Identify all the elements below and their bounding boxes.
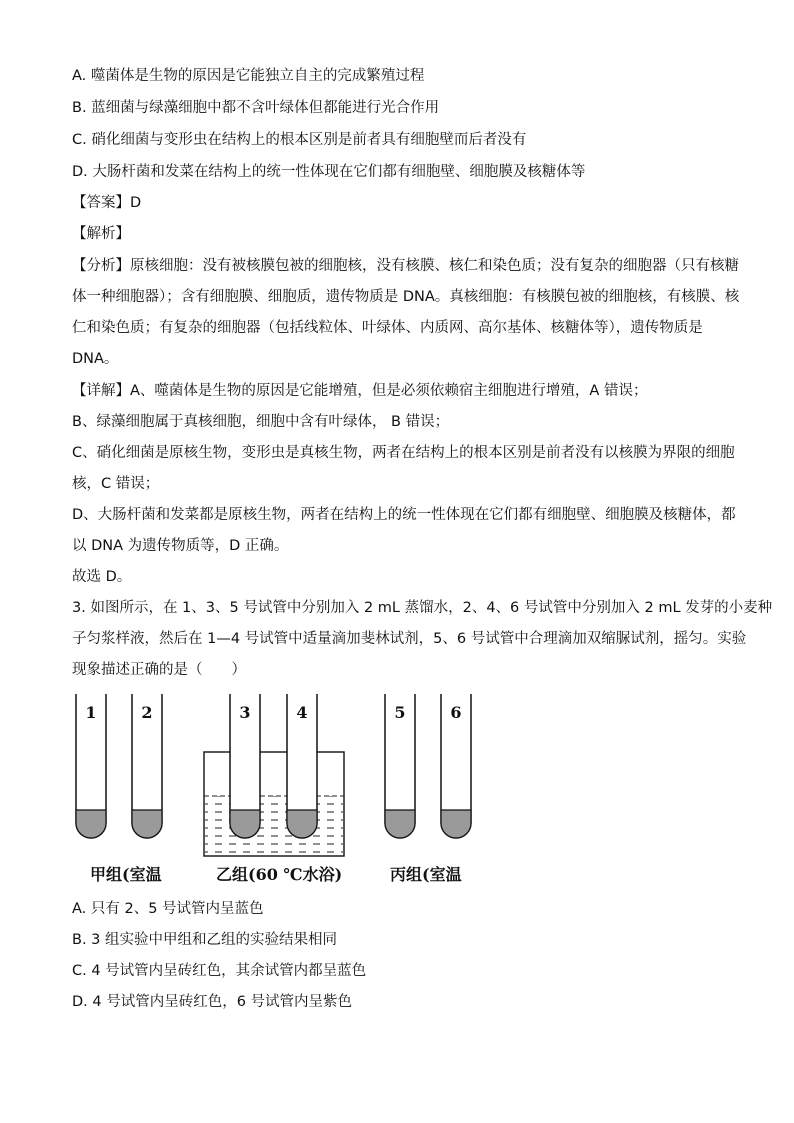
question-line: 子匀浆样液，然后在 1—4 号试管中适量滴加斐林试剂，5、6 号试管中合理滴加双缩脲试剂，摇匀。实验	[72, 631, 747, 647]
question-line: 现象描述正确的是（ ）	[72, 662, 246, 678]
group-caption-yi: 乙组(60 ℃水浴)	[216, 865, 343, 884]
prev-option-a: A. 噬菌体是生物的原因是它能独立自主的完成繁殖过程	[72, 68, 425, 84]
test-tube-diagram	[60, 688, 500, 888]
prev-option-b: B. 蓝细菌与绿藻细胞中都不含叶绿体但都能进行光合作用	[72, 100, 440, 116]
water-bath	[204, 752, 344, 856]
tube-number: 4	[296, 703, 308, 722]
analysis-line: DNA。	[72, 351, 119, 367]
detail-line: 以 DNA 为遗传物质等，D 正确。	[72, 538, 289, 554]
conclusion-line: 故选 D。	[72, 569, 132, 585]
prev-option-d: D. 大肠杆菌和发菜在结构上的统一性体现在它们都有细胞壁、细胞膜及核糖体等	[72, 164, 586, 180]
group-caption-bing: 丙组(室温	[390, 865, 462, 884]
analysis-line: 【分析】原核细胞：没有被核膜包被的细胞核，没有核膜、核仁和染色质；没有复杂的细胞器（只有核糖	[72, 258, 739, 274]
option-b: B. 3 组实验中甲组和乙组的实验结果相同	[72, 932, 337, 948]
tube-number: 1	[85, 703, 97, 722]
option-a: A. 只有 2、5 号试管内呈蓝色	[72, 901, 264, 917]
group-caption-jia: 甲组(室温	[90, 865, 162, 884]
answer-line: 【答案】D	[72, 195, 142, 211]
analysis-line: 体一种细胞器）；含有细胞膜、细胞质，遗传物质是 DNA。真核细胞：有核膜包被的细胞核，有核膜、核	[72, 289, 740, 305]
option-d: D. 4 号试管内呈砖红色，6 号试管内呈紫色	[72, 994, 353, 1010]
detail-line: 【详解】A、噬菌体是生物的原因是它能增殖，但是必须依赖宿主细胞进行增殖，A 错误；	[72, 383, 648, 399]
prev-option-c: C. 硝化细菌与变形虫在结构上的根本区别是前者具有细胞壁而后者没有	[72, 132, 527, 148]
detail-line: D、大肠杆菌和发菜都是原核生物，两者在结构上的统一性体现在它们都有细胞壁、细胞膜及核糖体，都	[72, 507, 736, 523]
option-c: C. 4 号试管内呈砖红色，其余试管内都呈蓝色	[72, 963, 367, 979]
tube-number: 6	[450, 703, 462, 722]
question-line: 3. 如图所示，在 1、3、5 号试管中分别加入 2 mL 蒸馏水，2、4、6 号试管中分别加入 2 mL 发芽的小麦种	[72, 600, 773, 616]
tube-number: 5	[394, 703, 406, 722]
analysis-heading: 【解析】	[72, 226, 130, 242]
tube-number: 3	[239, 703, 251, 722]
tube-number: 2	[141, 703, 153, 722]
detail-line: 核，C 错误；	[72, 476, 160, 492]
analysis-line: 仁和染色质；有复杂的细胞器（包括线粒体、叶绿体、内质网、高尔基体、核糖体等），遗传物质是	[72, 320, 703, 336]
detail-line: C、硝化细菌是原核生物，变形虫是真核生物，两者在结构上的根本区别是前者没有以核膜为界限的细胞	[72, 445, 735, 461]
detail-line: B、绿藻细胞属于真核细胞，细胞中含有叶绿体， B 错误；	[72, 414, 450, 430]
